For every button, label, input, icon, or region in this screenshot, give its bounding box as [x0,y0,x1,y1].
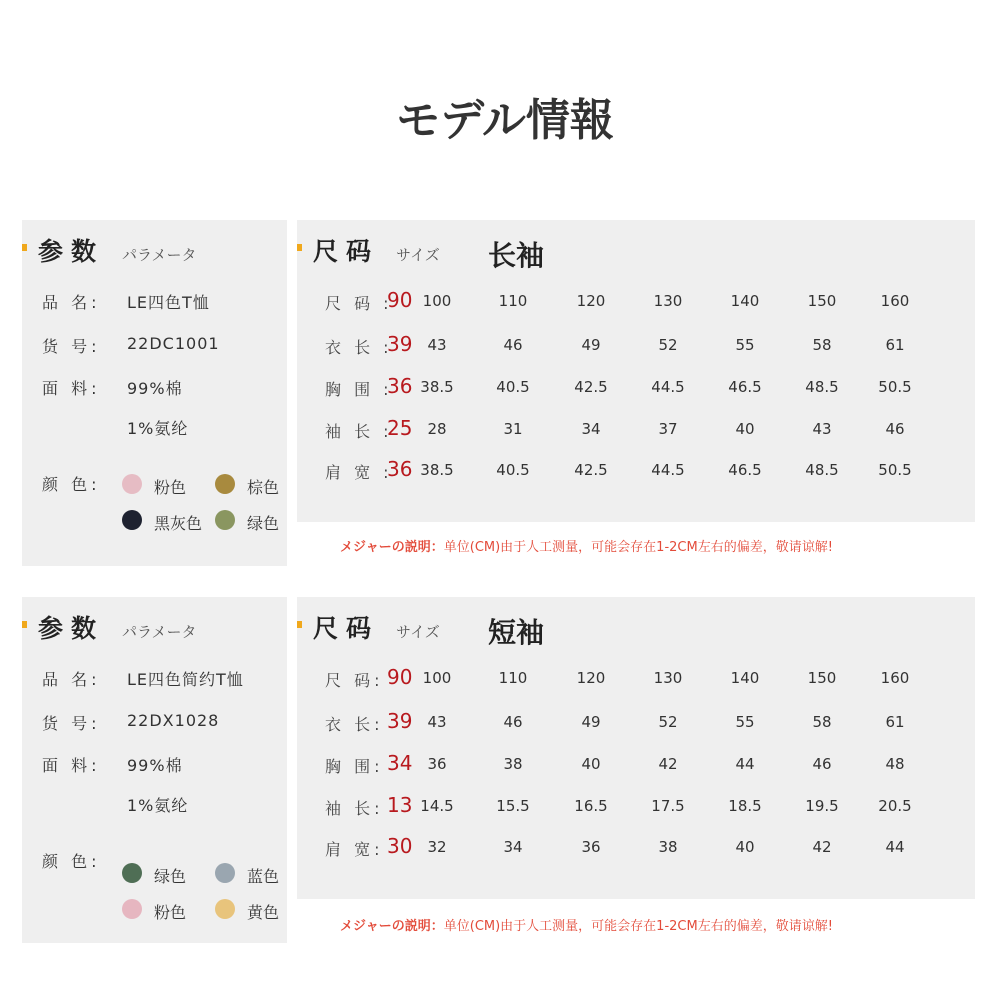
size-highlight-value: 36 [387,457,413,481]
size-highlight-value: 13 [387,793,413,817]
color-swatch [215,474,235,494]
sleeve-type: 长袖 [488,239,545,272]
parameters-heading: 参数 [38,237,105,266]
bullet-icon [22,621,27,628]
size-cell: 50.5 [878,461,912,479]
size-cell: 17.5 [651,797,685,815]
param-value: LE四色T恤 [127,293,210,312]
param-value: 1%氨纶 [127,796,189,815]
size-cell: 44 [885,838,905,856]
size-highlight-value: 39 [387,709,413,733]
size-cell: 40 [735,838,755,856]
size-cell: 40 [735,420,755,438]
size-cell: 140 [730,292,760,310]
size-cell: 40 [581,755,601,773]
bullet-icon [297,621,302,628]
size-cell: 48.5 [805,378,839,396]
param-label: 面 料: [42,756,101,775]
row-label: 袖 长: [325,799,384,818]
size-cell: 140 [730,669,760,687]
param-value: 22DX1028 [127,711,220,730]
color-name: 黑灰色 [154,514,203,533]
size-cell: 36 [581,838,601,856]
size-cell: 38.5 [420,461,454,479]
color-swatch [215,899,235,919]
size-cell: 61 [885,713,905,731]
param-value: LE四色简约T恤 [127,670,244,689]
size-section [0,597,1000,947]
note-text: 单位(CM)由于人工测量，可能会存在1-2CM左右的偏差，敬请谅解! [443,919,833,934]
size-cell: 160 [880,292,910,310]
size-cell: 58 [812,336,832,354]
color-name: 黄色 [247,903,280,922]
color-name: 棕色 [247,478,280,497]
size-cell: 40.5 [496,461,530,479]
size-cell: 46 [885,420,905,438]
size-cell: 55 [735,713,755,731]
size-cell: 42.5 [574,461,608,479]
row-label: 胸 围: [325,757,384,776]
size-cell: 120 [576,669,606,687]
page-title: モデル情報 [396,95,614,146]
size-cell: 52 [658,336,678,354]
size-heading: 尺码 [313,614,380,643]
color-swatch [215,510,235,530]
size-cell: 120 [576,292,606,310]
size-cell: 37 [658,420,678,438]
size-highlight-value: 30 [387,834,413,858]
row-label: 尺 码 : [325,294,393,313]
size-cell: 16.5 [574,797,608,815]
note-label: メジャーの説明： [340,919,444,934]
color-swatch [122,474,142,494]
size-cell: 14.5 [420,797,454,815]
row-label: 衣 长: [325,715,384,734]
size-cell: 49 [581,336,601,354]
size-highlight-value: 25 [387,416,413,440]
color-label: 颜 色: [42,852,101,871]
size-cell: 18.5 [728,797,762,815]
size-cell: 150 [807,292,837,310]
color-swatch [215,863,235,883]
sleeve-type: 短袖 [488,616,545,649]
param-label: 货 号: [42,337,101,356]
size-cell: 48.5 [805,461,839,479]
measurement-note [340,915,833,934]
size-subheading: サイズ [396,246,440,264]
size-heading: 尺码 [313,237,380,266]
param-label: 货 号: [42,714,101,733]
size-cell: 20.5 [878,797,912,815]
size-cell: 31 [503,420,523,438]
size-cell: 43 [427,713,447,731]
row-label: 袖 长 : [325,422,393,441]
size-cell: 44 [735,755,755,773]
size-cell: 110 [498,292,528,310]
size-cell: 42.5 [574,378,608,396]
param-value: 99%棉 [127,756,183,775]
note-label: メジャーの説明： [340,540,444,555]
size-cell: 32 [427,838,447,856]
size-cell: 160 [880,669,910,687]
size-cell: 46.5 [728,461,762,479]
parameters-subheading: パラメータ [122,246,197,264]
parameters-heading: 参数 [38,614,105,643]
size-cell: 15.5 [496,797,530,815]
color-name: 粉色 [154,478,187,497]
size-cell: 150 [807,669,837,687]
color-swatch [122,899,142,919]
size-cell: 48 [885,755,905,773]
size-highlight-value: 90 [387,288,413,312]
size-cell: 100 [422,292,452,310]
color-name: 粉色 [154,903,187,922]
param-value: 1%氨纶 [127,419,189,438]
bullet-icon [22,244,27,251]
size-cell: 130 [653,292,683,310]
param-label: 品 名: [42,670,101,689]
param-value: 22DC1001 [127,334,220,353]
size-cell: 28 [427,420,447,438]
color-name: 蓝色 [247,867,280,886]
color-swatch [122,510,142,530]
note-text: 单位(CM)由于人工测量，可能会存在1-2CM左右的偏差，敬请谅解! [443,540,833,555]
size-cell: 58 [812,713,832,731]
param-label: 面 料: [42,379,101,398]
size-subheading: サイズ [396,623,440,641]
size-cell: 46.5 [728,378,762,396]
size-highlight-value: 36 [387,374,413,398]
param-value: 99%棉 [127,379,183,398]
size-cell: 44.5 [651,461,685,479]
color-label: 颜 色: [42,475,101,494]
size-cell: 19.5 [805,797,839,815]
size-cell: 38 [658,838,678,856]
color-swatch [122,863,142,883]
row-label: 衣 长 : [325,338,393,357]
size-cell: 100 [422,669,452,687]
size-cell: 34 [503,838,523,856]
bullet-icon [297,244,302,251]
size-cell: 38 [503,755,523,773]
size-highlight-value: 90 [387,665,413,689]
param-label: 品 名: [42,293,101,312]
size-cell: 40.5 [496,378,530,396]
size-cell: 42 [658,755,678,773]
row-label: 胸 围 : [325,380,393,399]
size-cell: 61 [885,336,905,354]
size-section [0,220,1000,570]
size-highlight-value: 34 [387,751,413,775]
size-cell: 38.5 [420,378,454,396]
size-cell: 42 [812,838,832,856]
size-cell: 52 [658,713,678,731]
size-cell: 130 [653,669,683,687]
size-cell: 44.5 [651,378,685,396]
size-cell: 110 [498,669,528,687]
color-name: 绿色 [247,514,280,533]
parameters-subheading: パラメータ [122,623,197,641]
color-name: 绿色 [154,867,187,886]
size-cell: 55 [735,336,755,354]
row-label: 肩 宽 : [325,463,393,482]
row-label: 尺 码: [325,671,384,690]
row-label: 肩 宽: [325,840,384,859]
size-cell: 43 [812,420,832,438]
size-cell: 36 [427,755,447,773]
size-cell: 46 [503,336,523,354]
size-cell: 46 [812,755,832,773]
size-cell: 43 [427,336,447,354]
size-cell: 34 [581,420,601,438]
size-cell: 50.5 [878,378,912,396]
size-highlight-value: 39 [387,332,413,356]
size-cell: 46 [503,713,523,731]
measurement-note [340,536,833,555]
size-cell: 49 [581,713,601,731]
